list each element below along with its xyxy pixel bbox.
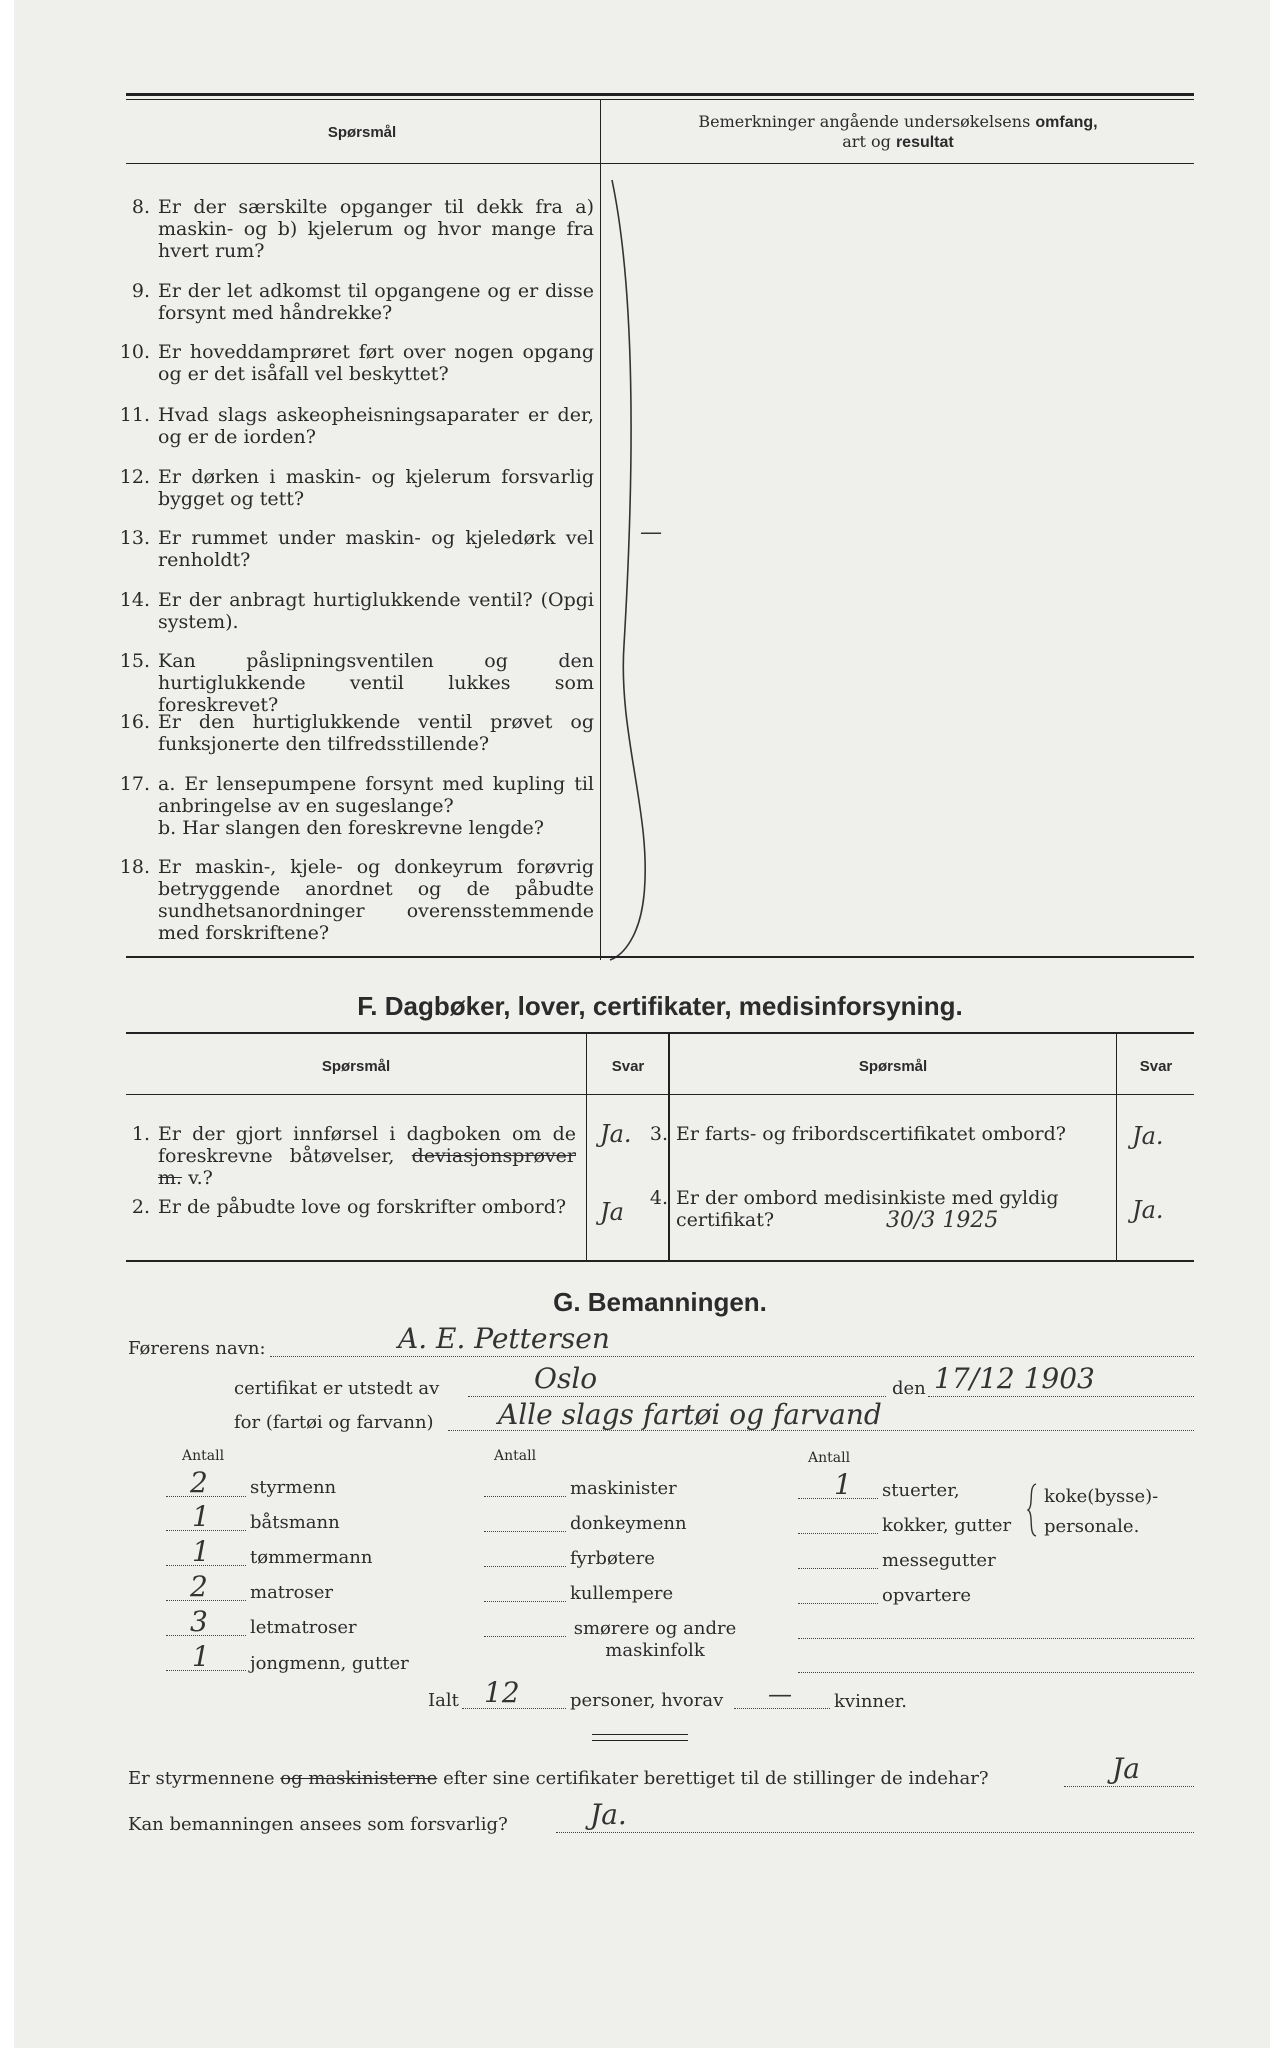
officers-question: Er styrmennene og maskinisterne efter sine certifikater berettiget til de stillinger de indehar? (128, 1768, 989, 1789)
antall-deck: Antall (182, 1448, 225, 1464)
catering-role: messegutter (882, 1550, 996, 1571)
f-answer-2: Ja (600, 1198, 624, 1226)
trade-label: for (fartøi og farvann) (234, 1412, 434, 1433)
deck-count: 1 (192, 1535, 210, 1568)
remarks-brace-mark (604, 175, 684, 965)
catering-brace-label: koke(bysse)-personale. (1044, 1486, 1159, 1537)
deck-role: båtsmann (250, 1512, 340, 1533)
persons-label: personer, hvorav (570, 1690, 724, 1711)
f-divider-3 (1116, 1034, 1117, 1260)
header-bottom-rule (126, 163, 1194, 164)
deck-count: 2 (190, 1466, 208, 1499)
f-answer-4: Ja. (1132, 1196, 1164, 1224)
deck-role: letmatroser (250, 1617, 357, 1638)
cert-issuer-label: certifikat er utstedt av (234, 1378, 440, 1399)
adequate-question: Kan bemanningen ansees som forsvarlig? (128, 1814, 508, 1835)
catering-count-line (798, 1603, 878, 1604)
catering-count: 1 (834, 1468, 852, 1501)
engine-count-line (484, 1601, 566, 1602)
col-header-remarks: Bemerkninger angående undersøkelsens omfang, art og resultat (698, 112, 1098, 151)
f-answer-3: Ja. (1132, 1122, 1164, 1150)
col-header-question: Spørsmål (327, 124, 397, 141)
f-col-answer-left: Svar (611, 1058, 645, 1075)
deck-count: 2 (190, 1570, 208, 1603)
engine-count-line (484, 1496, 566, 1497)
f-col-answer-right: Svar (1139, 1058, 1173, 1075)
officers-answer: Ja (1112, 1752, 1140, 1785)
cert-issuer-value: Oslo (534, 1362, 598, 1395)
cert-issuer-line (468, 1396, 886, 1397)
form-page: Spørsmål Bemerkninger angående undersøkelsens omfang, art og resultat 8. Er der særskilte opganger til dekk fra a) maskin- og b) kjelerum og hvor mange fra hvert rum? 9. Er der let adkomst til opgangene og er disse forsynt med håndrekke? 10. Er hoveddamprøret ført over nogen opgang og er det isåfall vel beskyttet? 11. Hvad slags askeopheisningsaparater er der, og er de iorden? 12. Er dørken i maskin- og kjelerum forsvarlig bygget og tett? 13. Er rummet under maskin- og kjeledørk vel renholdt? 14. Er der anbragt hurtiglukkende ventil? (Opgi system). 15. Kan påslipningsventilen og den hurtiglukkende ventil lukkes som foreskrevet? 16. Er den hurtiglukkende ventil prøvet og funksjonerte den tilfredsstillende? 17. a. Er lensepumpene forsynt med kupling til anbringelse av en sugeslange? b. Har slangen den foreskrevne lengde? 18. Er maskin-, kjele- og donkeyrum forøvrig betryggende anordnet og de påbudte sundhetsanordninger overensstemmende med forskriftene? — F. Dagbøker, lover, certifikater, medisinforsyning. Spørsmål Svar Spørsmål Svar 1. Er der gjort innførsel i dagboken om de foreskrevne båtøvelser, deviasjonsprøver m. v.? Ja. 2. Er de påbudte love og forskrifter ombord? Ja 3. Er farts- og fribordscertifikatet ombord? Ja. 4. Er der ombord medisinkiste med gyldig certifikat? 30/3 1925 Ja. G. Bemanningen. Førerens navn: A. E. Pettersen certifikat er utstedt av Oslo den 17/12 1903 for (fartøi og farvann) Alle slags fartøi og farvand Antall Antall Antall 2 styrmenn 1 båtsmann 1 tømmermann 2 matroser 3 letmatroser 1 jongmenn, gutter maskinister donkeymenn fyrbøtere kullempere smørere og andre maskinfolk 1 stuerter, kokker, gutter messegutter opvartere koke(bysse)-personale. Ialt 12 personer, hvorav — kvinner. Er styrmennene og maskinisterne efter sine certifikater berettiget til de stillinger de indehar? Ja Kan bemanningen ansees som forsvarlig? Ja. (14, 0, 1270, 2048)
officers-answer-line (1064, 1786, 1194, 1787)
master-name-value: A. E. Pettersen (398, 1322, 610, 1355)
section-e-bottom-rule (126, 956, 1194, 958)
cert-date-line (928, 1396, 1194, 1397)
deck-count: 1 (192, 1500, 210, 1533)
trade-value: Alle slags fartøi og farvand (498, 1398, 882, 1431)
catering-count-line (798, 1568, 878, 1569)
f-col-question-left: Spørsmål (321, 1058, 391, 1075)
women-label: kvinner. (834, 1691, 908, 1712)
f-divider-2 (668, 1034, 670, 1260)
table-top-rule-thin (126, 99, 1194, 100)
section-f-bottom-rule (126, 1260, 1194, 1262)
engine-role: smørere og andre maskinfolk (573, 1618, 737, 1661)
divider-rule (592, 1734, 688, 1735)
deck-role: styrmenn (250, 1477, 337, 1498)
column-divider (600, 100, 601, 960)
engine-count-line (484, 1636, 566, 1637)
women-value: — (768, 1680, 792, 1708)
total-label: Ialt (428, 1690, 459, 1711)
antall-engine: Antall (494, 1448, 537, 1464)
extra-line (798, 1638, 1194, 1639)
cert-date-label: den (892, 1378, 926, 1399)
table-top-rule (126, 93, 1194, 96)
extra-line (798, 1672, 1194, 1673)
section-f-top-rule (126, 1032, 1194, 1034)
engine-role: maskinister (570, 1478, 677, 1499)
catering-role: kokker, gutter (882, 1515, 1012, 1536)
deck-role: matroser (250, 1582, 333, 1603)
catering-role: stuerter, (882, 1480, 960, 1501)
engine-role: donkeymenn (570, 1513, 687, 1534)
adequate-answer-line (556, 1832, 1194, 1833)
medicine-cert-date: 30/3 1925 (886, 1208, 999, 1233)
catering-role: opvartere (882, 1585, 972, 1606)
section-g-title: G. Bemanningen. (553, 1287, 767, 1317)
women-line (734, 1708, 830, 1709)
master-name-line (270, 1356, 1194, 1357)
deck-role: tømmermann (250, 1547, 373, 1568)
deck-role: jongmenn, gutter (250, 1653, 409, 1674)
catering-count-line (798, 1533, 878, 1534)
remark-dash: — (640, 520, 662, 545)
engine-role: fyrbøtere (570, 1548, 655, 1569)
f-divider-1 (586, 1034, 587, 1260)
f-col-question-right: Spørsmål (858, 1058, 928, 1075)
f-header-rule (126, 1094, 1194, 1095)
antall-catering: Antall (808, 1450, 851, 1466)
divider-rule (592, 1740, 688, 1741)
adequate-answer: Ja. (590, 1798, 627, 1831)
brace-icon (1024, 1482, 1042, 1538)
section-f-title: F. Dagbøker, lover, certifikater, medisinforsyning. (357, 991, 963, 1021)
engine-count-line (484, 1566, 566, 1567)
master-name-label: Førerens navn: (128, 1338, 266, 1359)
total-value: 12 (484, 1676, 520, 1709)
engine-count-line (484, 1531, 566, 1532)
engine-role: kullempere (570, 1583, 674, 1604)
deck-count: 3 (190, 1605, 208, 1638)
f-answer-1: Ja. (600, 1120, 632, 1148)
cert-date-value: 17/12 1903 (934, 1362, 1095, 1395)
deck-count: 1 (192, 1640, 210, 1673)
